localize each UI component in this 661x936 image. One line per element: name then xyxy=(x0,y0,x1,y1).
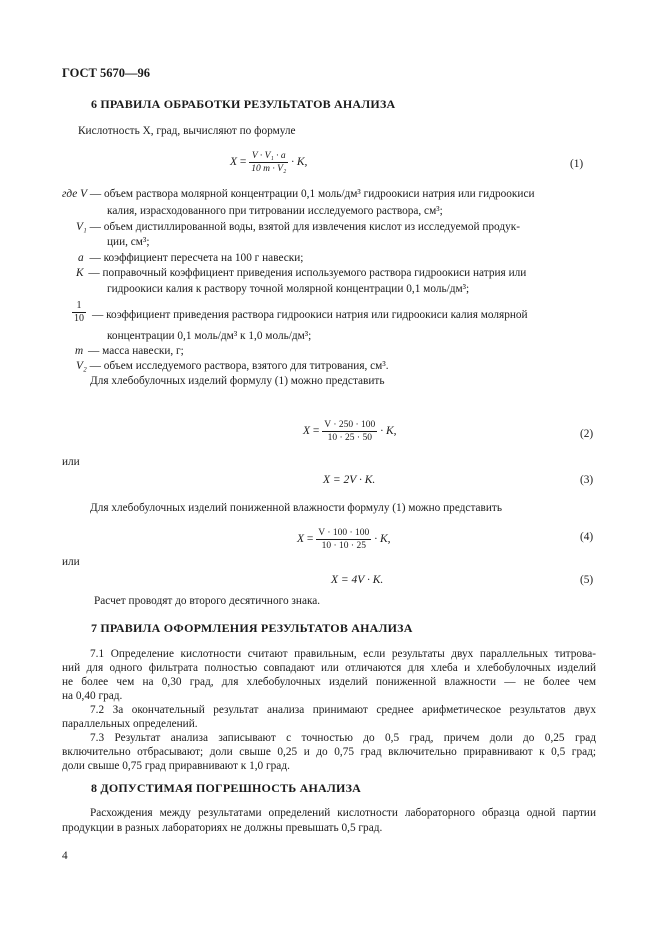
where-fraction-line1 xyxy=(92,308,528,323)
where-fraction-dash: — xyxy=(92,309,104,321)
where-a-symbol: a xyxy=(78,252,84,264)
formula-2-factor: · K, xyxy=(380,425,397,438)
where-k-text: поправочный коэффициент приведения используемого раствора гидроокиси натрия или xyxy=(102,267,527,279)
where-k-symbol: K xyxy=(76,267,84,279)
p71-line4: на 0,40 град. xyxy=(62,690,123,702)
where-v-text: объем раствора молярной концентрации 0,1 моль/дм³ гидроокиси натрия или гидроокиси xyxy=(103,188,535,200)
where-v2-line xyxy=(76,359,389,374)
formula-2-number: (2) xyxy=(580,428,594,440)
where-m-text: масса навески, г; xyxy=(102,345,184,357)
formula-1-number: (1) xyxy=(570,158,584,170)
where-v1-line2: ции, см³; xyxy=(107,236,150,248)
section-8-line1: Расхождения между результатами определений кислотности лабораторного образца одной партии xyxy=(90,807,596,819)
section-7-heading: 7 ПРАВИЛА ОФОРМЛЕНИЯ РЕЗУЛЬТАТОВ АНАЛИЗА xyxy=(91,621,413,635)
document-code: ГОСТ 5670—96 xyxy=(62,66,151,80)
bakery-intro: Для хлебобулочных изделий формулу (1) можно представить xyxy=(90,375,385,387)
where-m-dash: — xyxy=(88,345,100,357)
p73-line1: 7.3 Результат анализа записывают с точностью до 0,5 град, причем доли до 0,25 град xyxy=(90,732,596,744)
formula-5-number: (5) xyxy=(580,574,594,586)
where-a-text: коэффициент пересчета на 100 г навески; xyxy=(103,252,304,264)
formula-4-number: (4) xyxy=(580,531,594,543)
low-moisture-intro: Для хлебобулочных изделий пониженной влажности формулу (1) можно представить xyxy=(90,502,503,514)
formula-4: X = $\frac{V \cdot 100 \cdot 100}{10 \cdot 10 \cdot 25}$ · K, xyxy=(297,528,391,551)
section-6-heading: 6 ПРАВИЛА ОБРАБОТКИ РЕЗУЛЬТАТОВ АНАЛИЗА xyxy=(91,97,396,111)
where-fraction-text: коэффициент приведения раствора гидроокиси натрия или гидроокиси калия молярной xyxy=(106,309,528,321)
where-k-line2: гидроокиси калия к раствору точной молярной концентрации 0,1 моль/дм³; xyxy=(107,283,470,295)
where-v1-dash: — xyxy=(89,221,101,233)
where-fraction-numerator: 1 xyxy=(72,300,86,313)
where-m-line xyxy=(75,344,184,359)
p71-line1: 7.1 Определение кислотности считают правильным, если результаты двух параллельных титрова- xyxy=(90,648,596,660)
formula-1-lhs: X xyxy=(230,156,238,169)
p72-line1: 7.2 За окончательный результат анализа принимают среднее арифметическое результатов двух xyxy=(90,704,596,716)
formula-intro: Кислотность X, град, вычисляют по формуле xyxy=(78,125,296,137)
formula-4-lhs: X xyxy=(297,533,305,546)
section-8-heading: 8 ДОПУСТИМАЯ ПОГРЕШНОСТЬ АНАЛИЗА xyxy=(91,781,361,795)
formula-4-fraction xyxy=(316,527,371,552)
p71-line3: не более чем на 0,30 град, для хлебобулочных изделий пониженной влажности — не более чем xyxy=(62,676,596,688)
formula-1-denominator: 10 m · V₂ xyxy=(251,164,287,174)
where-v-symbol: где V xyxy=(62,188,87,200)
formula-1-factor: · K, xyxy=(291,156,308,169)
formula-5: X = 4V · K. xyxy=(331,574,384,586)
formula-3: X = 2V · K. xyxy=(323,474,376,486)
where-v2-text: объем исследуемого раствора, взятого для титрования, см³. xyxy=(103,360,389,372)
formula-2-denominator: 10 · 25 · 50 xyxy=(327,433,372,443)
rounding-note: Расчет проводят до второго десятичного знака. xyxy=(94,595,321,607)
section-8-line2: продукции в разных лабораториях не должны превышать 0,5 град. xyxy=(62,822,383,834)
where-k-dash: — xyxy=(88,267,100,279)
formula-1: X = $\frac{\text{V · V₁ · a}}{\text{10 m · V₂}}$ · K, xyxy=(230,151,308,174)
formula-3-number: (3) xyxy=(580,474,594,486)
page-number: 4 xyxy=(62,850,68,862)
where-v-line2: калия, израсходованного при титровании исследуемого раствора, см³; xyxy=(107,205,443,217)
p72-line2: параллельных определений. xyxy=(62,718,198,730)
p71-line2: ний для одного фильтрата полностью совпадают или отличаются для хлеба и хлебобулочных изделий xyxy=(62,662,596,674)
where-v-line1 xyxy=(62,187,535,202)
formula-2-lhs: X xyxy=(303,425,311,438)
formula-1-fraction xyxy=(249,150,288,175)
formula-2-fraction xyxy=(322,419,377,444)
where-a-dash: — xyxy=(89,252,101,264)
p73-line3: доли свыше 0,75 град приравнивают к 1,0 град. xyxy=(62,760,290,772)
formula-2-numerator: V · 250 · 100 xyxy=(324,420,376,430)
or-label-1: или xyxy=(62,456,80,468)
or-label-2: или xyxy=(62,556,80,568)
where-v2-symbol: V₂ xyxy=(76,360,87,372)
formula-4-factor: · K, xyxy=(374,533,391,546)
where-m-symbol: m xyxy=(75,345,84,357)
where-fraction-line2: концентрации 0,1 моль/дм³ к 1,0 моль/дм³; xyxy=(107,330,312,342)
where-fraction-symbol xyxy=(72,300,86,325)
p73-line2: включительно отбрасывают; доли свыше 0,25 и до 0,75 град включительно приравнивают к 0,5 град; xyxy=(62,746,596,758)
formula-2: X = $\frac{V \cdot 250 \cdot 100}{10 \cdot 25 \cdot 50}$ · K, xyxy=(303,420,397,443)
where-a-line xyxy=(78,251,303,266)
where-k-line1 xyxy=(76,266,526,281)
formula-1-numerator: V · V₁ · a xyxy=(249,150,288,163)
where-v1-line1 xyxy=(76,220,520,235)
where-v-dash: — xyxy=(89,188,102,200)
formula-4-denominator: 10 · 10 · 25 xyxy=(321,541,366,551)
where-v1-text: объем дистиллированной воды, взятой для извлечения кислот из исследуемой продук- xyxy=(103,221,521,233)
where-v1-symbol: V₁ xyxy=(76,221,87,233)
where-fraction-denominator: 10 xyxy=(74,313,84,324)
where-v2-dash: — xyxy=(89,360,101,372)
formula-4-numerator: V · 100 · 100 xyxy=(318,528,370,538)
